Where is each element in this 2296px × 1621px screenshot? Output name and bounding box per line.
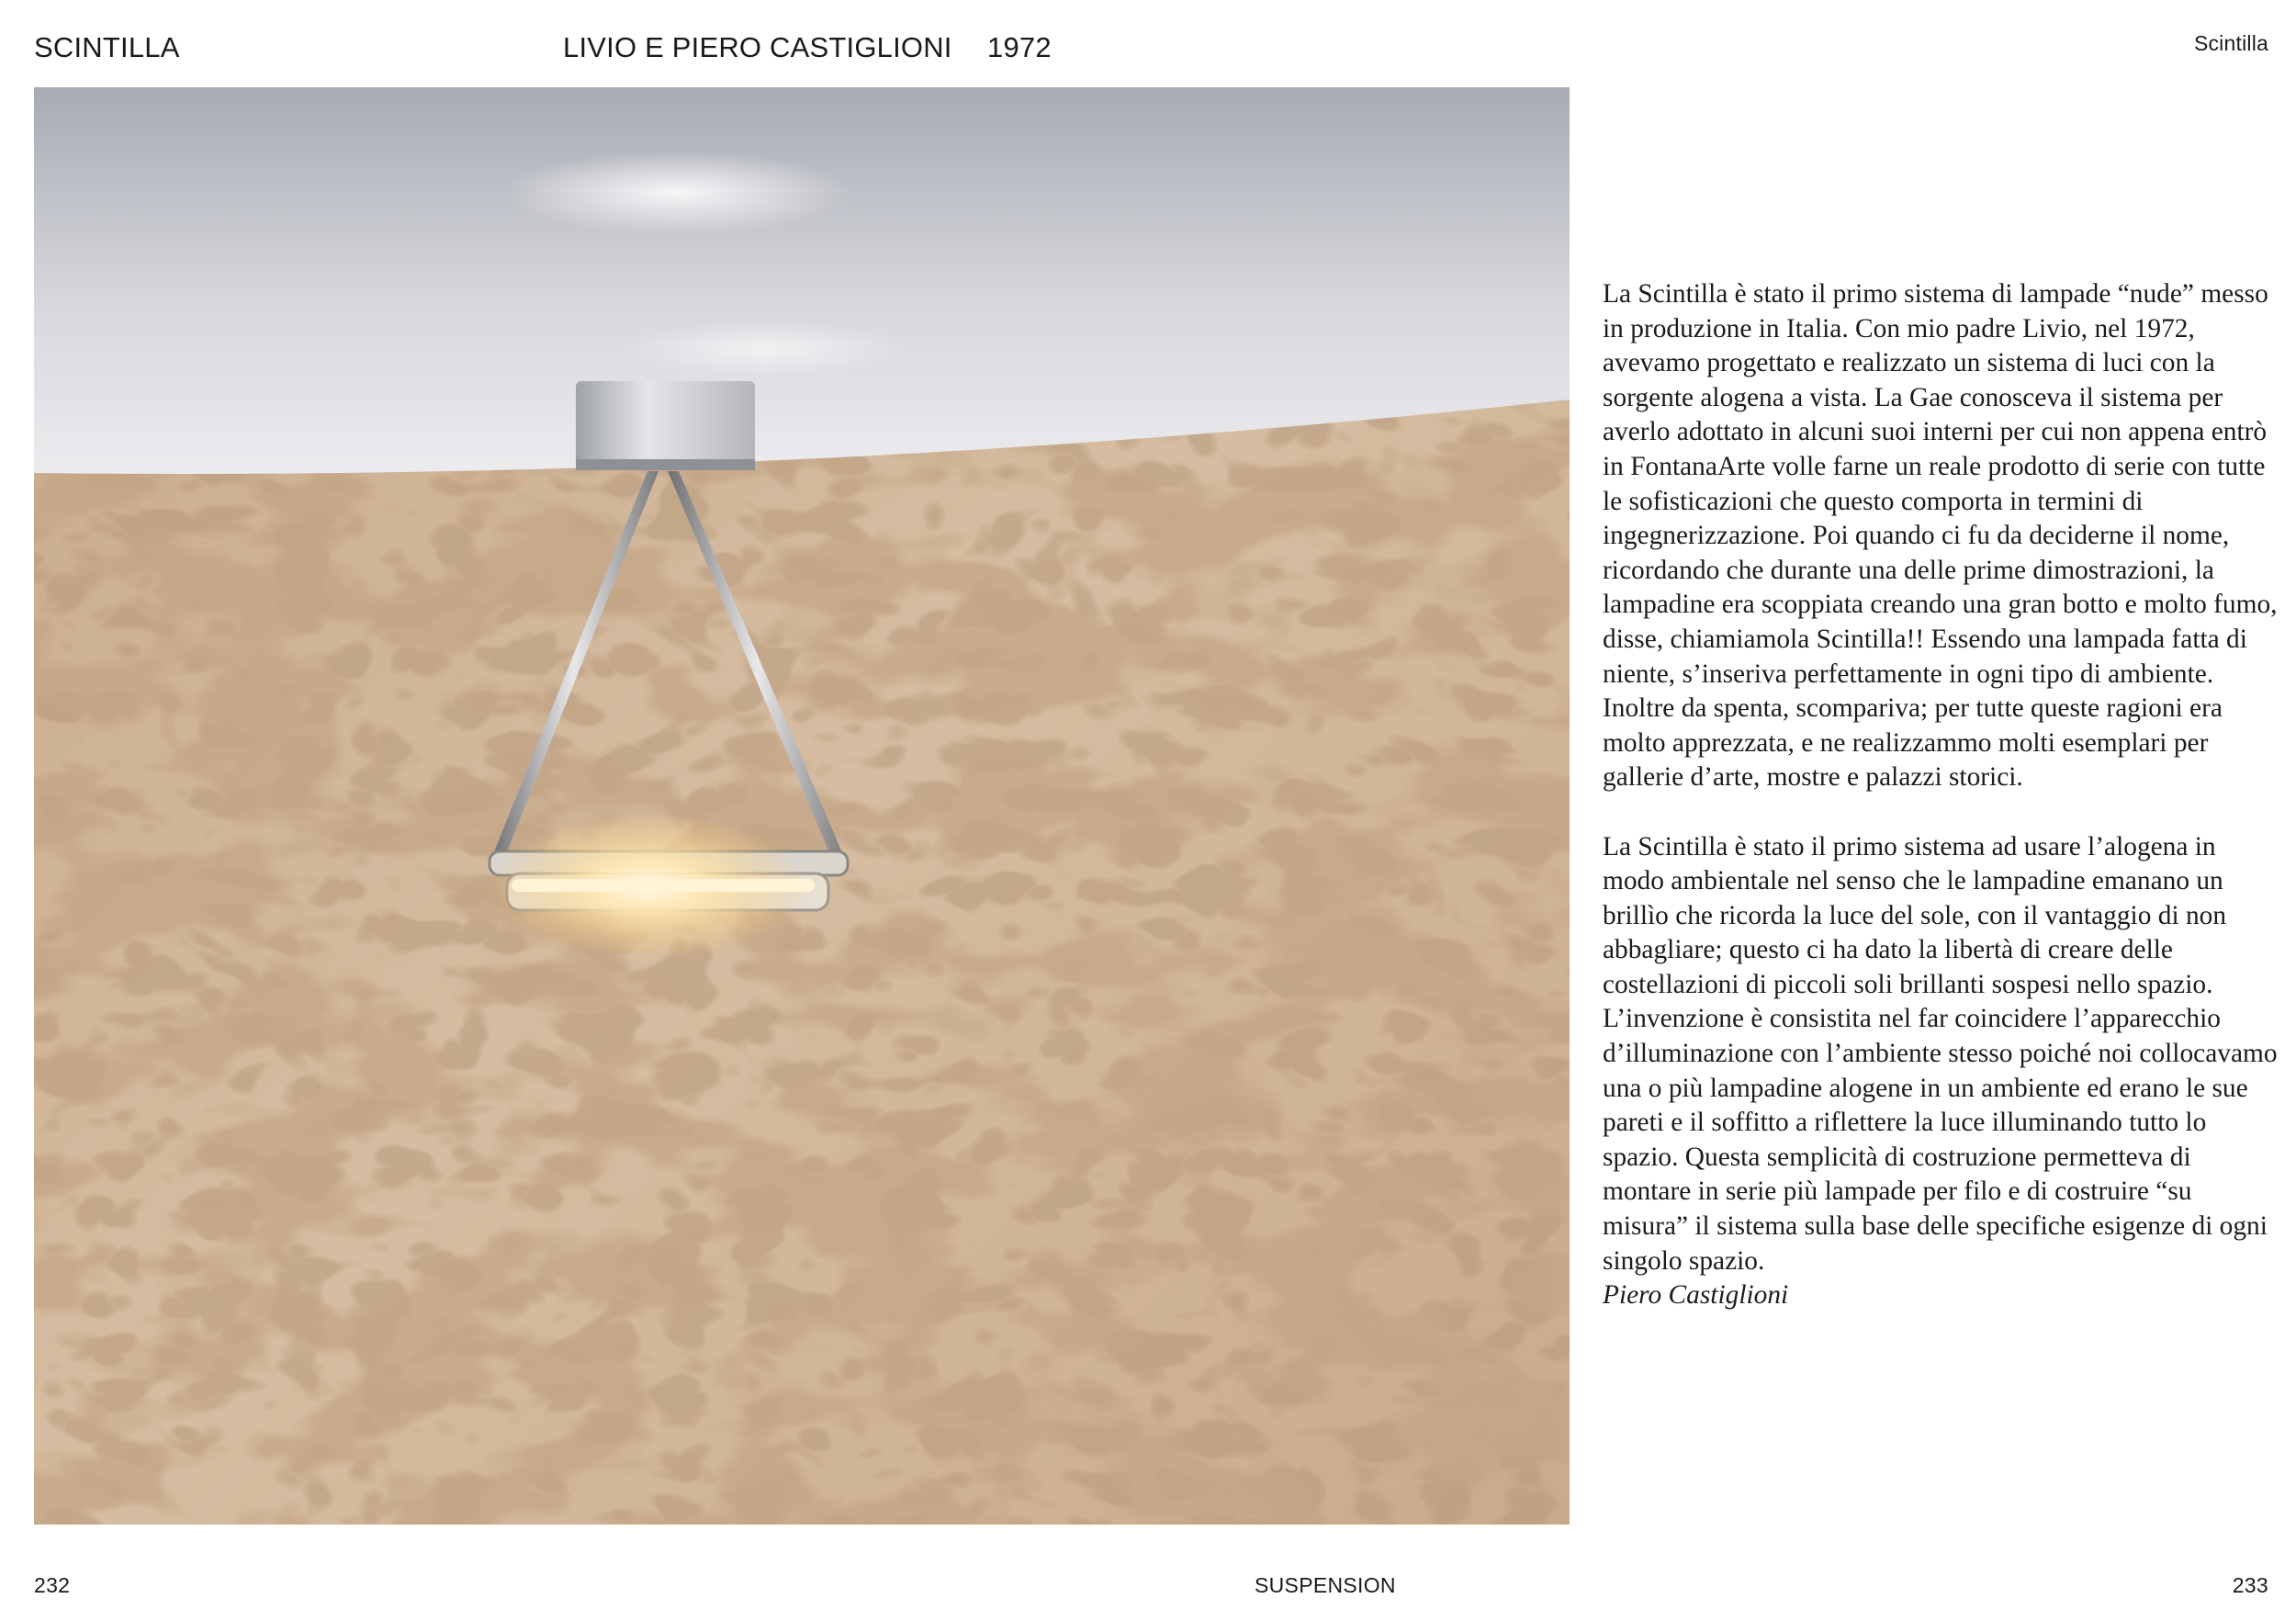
- body-paragraph-1: La Scintilla è stato il primo sistema di lampade “nude” messo in produzione in Italia. Con mio padre Livio, nel 1972, avevamo progettato e realizzato un sistema di luci con la sorgente alogena a vista. La Gae conosceva il sistema per averlo adottato in alcuni suoi interni per cui non appena entrò in FontanaArte volle farne un reale prodotto di serie con tutte le sofisticazioni che questo comporta in termini di ingegnerizzazione. Poi quando ci fu da deciderne il nome, ricordando che durante una delle prime dimostrazioni, la lampadine era scoppiata creando una gran botto e molto fumo, disse, chiamiamola Scintilla!! Essendo una lampada fatta di niente, s’inseriva perfettamente in ogni tipo di ambiente. Inoltre da spenta, scompariva; per tutte queste ragioni era molto apprezzata, e ne realizzammo molti esemplari per gallerie d’arte, mostre e palazzi storici.: [1603, 279, 2278, 793]
- designers-heading: LIVIO E PIERO CASTIGLIONI: [563, 31, 952, 63]
- year-heading: 1972: [987, 31, 1052, 63]
- page-number-right: 233: [2232, 1573, 2268, 1597]
- running-header-section: Scintilla: [2193, 31, 2268, 55]
- product-photo: [34, 87, 1570, 1525]
- page-number-left: 232: [34, 1573, 71, 1597]
- author-signature: Piero Castiglioni: [1603, 1280, 1789, 1311]
- footer-category: SUSPENSION: [1255, 1573, 1396, 1597]
- body-paragraph-2: [1603, 830, 2282, 1313]
- product-title: SCINTILLA: [34, 31, 180, 63]
- body-text-column: [1603, 277, 2282, 1313]
- body-paragraph-2-text: La Scintilla è stato il primo sistema ad usare l’alogena in modo ambientale nel senso che le lampadine emanano un brillìo che ricorda la luce del sole, con il vantaggio di non abbagliare; questo ci ha dato la libertà di creare delle costellazioni di piccoli soli brillanti sospesi nello spazio. L’invenzione è consistita nel far coincidere l’apparecchio d’illuminazione con l’ambiente stesso poiché noi collocavamo una o più lampadine alogene in un ambiente ed erano le sue pareti e il soffitto a riflettere la luce illuminando tutto lo spazio. Questa semplicità di costruzione permetteva di montare in serie più lampade per filo e di costruire “su misura” il sistema sulla base delle specifiche esigenze di ogni singolo spazio.: [1603, 831, 2278, 1276]
